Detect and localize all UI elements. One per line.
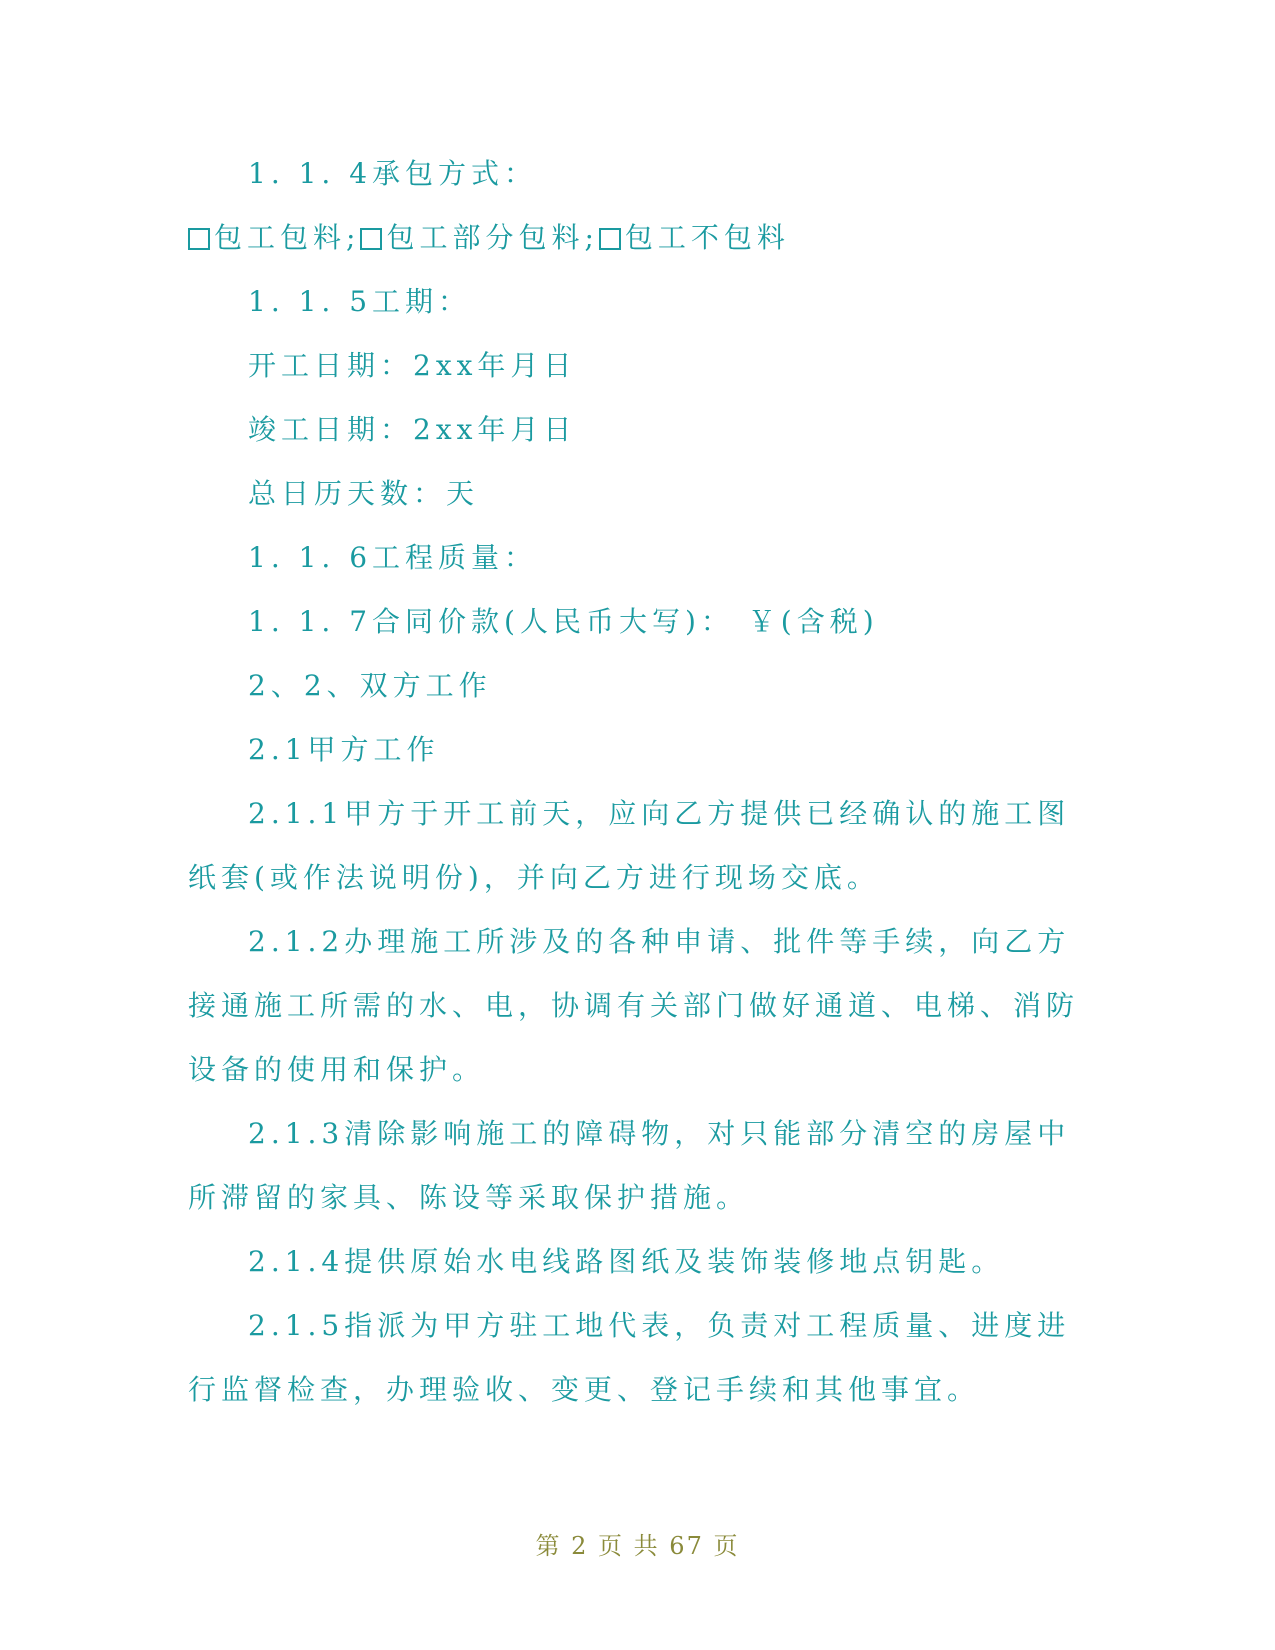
clause-contract-price: 1. 1. 7合同价款(人民币大写)： ￥(含税): [248, 605, 879, 638]
option-labor-and-materials: 包工包料;: [214, 221, 361, 254]
clause-contract-method: 1. 1. 4承包方式：: [248, 157, 538, 190]
document-body: [188, 142, 1088, 1422]
section-heading-duties: 2、2、双方工作: [248, 669, 492, 702]
completion-date-line: 竣工日期：2xx年月日: [248, 413, 577, 446]
subsection-heading-party-a: 2.1甲方工作: [248, 733, 440, 766]
option-labor-only: 包工不包料: [624, 221, 790, 254]
page-number-footer: 第 2 页 共 67 页: [535, 1532, 740, 1560]
option-labor-partial-materials: 包工部分包料;: [386, 221, 599, 254]
clause-duration: 1. 1. 5工期：: [248, 285, 472, 318]
paragraph-2-1-5: 2.1.5指派为甲方驻工地代表，负责对工程质量、进度进行监督检查，办理验收、变更、登记手续和其他事宜。: [188, 1309, 1071, 1406]
paragraph-2-1-1: 2.1.1甲方于开工前天，应向乙方提供已经确认的施工图纸套(或作法说明份)，并向乙方进行现场交底。: [188, 797, 1071, 894]
clause-quality: 1. 1. 6工程质量：: [248, 541, 538, 574]
contract-method-options: [188, 206, 1088, 270]
total-days-line: 总日历天数：天: [248, 477, 480, 510]
paragraph-2-1-2: 2.1.2办理施工所涉及的各种申请、批件等手续，向乙方接通施工所需的水、电，协调有关部门做好通道、电梯、消防设备的使用和保护。: [188, 925, 1080, 1086]
checkbox-icon: [360, 228, 382, 250]
paragraph-2-1-3: 2.1.3清除影响施工的障碍物，对只能部分清空的房屋中所滞留的家具、陈设等采取保护措施。: [188, 1117, 1071, 1214]
paragraph-2-1-4: 2.1.4提供原始水电线路图纸及装饰装修地点钥匙。: [248, 1245, 1005, 1278]
start-date-line: 开工日期：2xx年月日: [248, 349, 577, 382]
checkbox-icon: [599, 228, 621, 250]
checkbox-icon: [188, 228, 210, 250]
